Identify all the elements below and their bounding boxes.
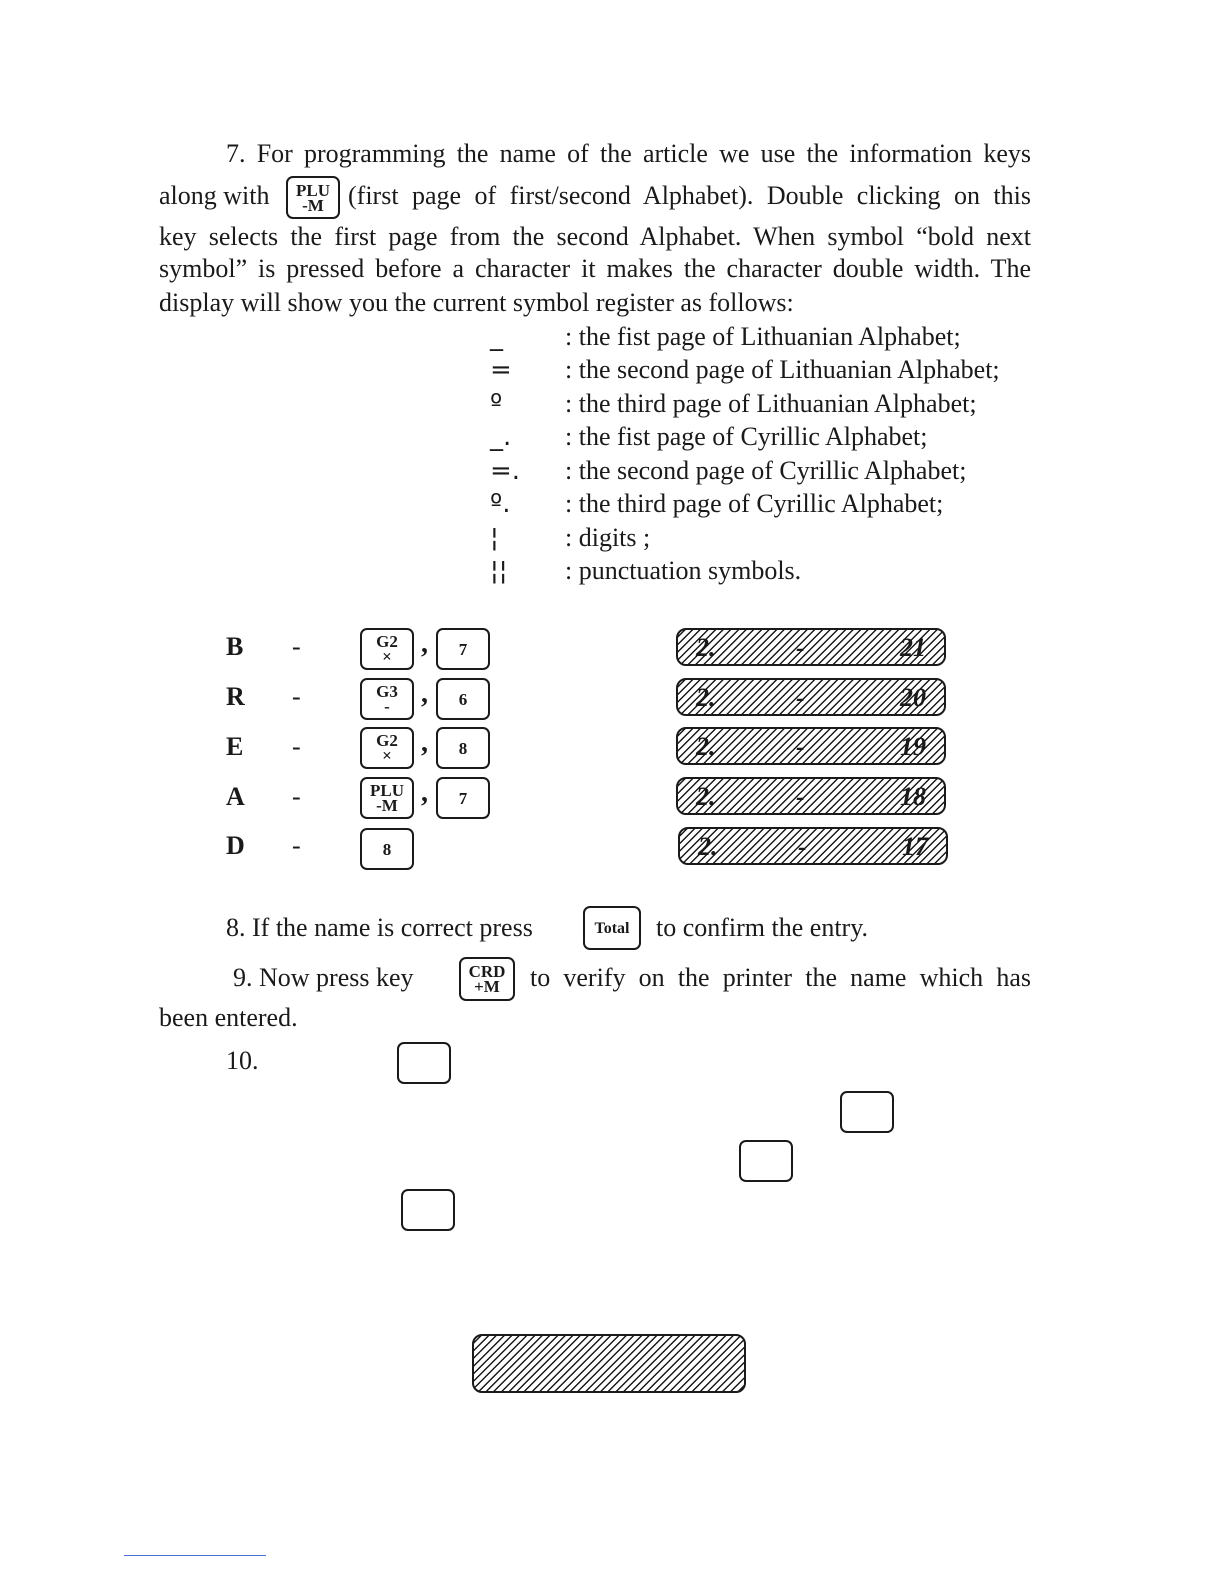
step7-line5: display will show you the current symbol register as follows: [159,288,794,317]
step7-line1: 7. For programming the name of the article we use the information keys [226,139,1031,168]
entry-dash: - [292,831,301,860]
plu-m-key-top: PLU [296,180,330,200]
total-key-label: Total [594,919,630,937]
display-left: 2. [696,683,716,712]
g2-key-top: G2 [376,632,398,651]
display-left: 2. [696,633,716,662]
entry-separator: , [421,777,428,808]
g2-key-top: G2 [376,731,398,750]
entry-dash: - [292,632,301,661]
crd-m-key-top: CRD [468,962,506,981]
display-mid: - [796,633,805,662]
digit-7-key [436,777,490,819]
entry-dash: - [292,682,301,711]
entry-letter: B [226,632,244,661]
display-mid: - [796,732,805,761]
plu-m-key [286,176,340,219]
digit-7-key-label: 7 [458,788,468,808]
display-left: 2. [698,832,718,861]
digit-7-key-label: 7 [458,639,468,659]
digit-7-key [436,628,490,670]
register-symbol: = [490,355,512,385]
register-description: : the second page of Lithuanian Alphabet; [565,355,1000,384]
entry-dash: - [292,732,301,761]
blank-key [401,1189,455,1231]
display-readout [676,628,946,666]
blank-key [739,1140,793,1182]
register-description: : the fist page of Cyrillic Alphabet; [565,422,928,451]
entry-separator: , [421,727,428,758]
blank-key [840,1091,894,1133]
digit-8-key [360,828,414,870]
display-left: 2. [696,732,716,761]
display-readout [676,777,946,815]
register-description: : punctuation symbols. [565,556,802,585]
register-description: : the third page of Cyrillic Alphabet; [565,489,944,518]
display-blank [472,1334,746,1393]
display-readout [676,727,946,765]
display-right: 18 [900,782,926,811]
entry-separator: , [421,678,428,709]
g3-key [360,678,414,720]
step7-line3: key selects the first page from the second Alphabet. When symbol “bold next [159,222,1031,251]
step9-line2: been entered. [159,1003,298,1032]
entry-dash: - [292,782,301,811]
g3-key-bottom: - [384,697,390,716]
entry-letter: R [226,682,245,711]
digit-6-key-label: 6 [458,689,468,709]
display-right: 21 [900,633,926,662]
register-symbol: ¦¦ [490,556,508,586]
step7-line2-after: (first page of first/second Alphabet). Double clicking on this [348,181,1031,210]
entry-letter: D [226,831,245,860]
footer-rule [124,1555,266,1556]
register-description: : the third page of Lithuanian Alphabet; [565,389,977,418]
crd-m-key [459,957,515,1001]
register-symbol: ¦ [490,523,499,553]
plu-m-key-bottom: -M [376,796,398,815]
step8-text-before: 8. If the name is correct press [226,913,533,942]
register-symbol: º [490,389,503,419]
plu-m-key-bottom: -M [302,195,324,215]
entry-letter: E [226,732,244,761]
display-left: 2. [696,782,716,811]
display-right: 17 [902,832,928,861]
g2-key-bottom: × [382,746,392,765]
step9-text-after: to verify on the printer the name which has [530,963,1031,992]
step7-line2-before: along with [159,181,270,210]
register-symbol: _ [490,322,503,352]
display-readout [676,678,946,716]
step7-line4: symbol” is pressed before a character it makes the character double width. The [159,254,1031,283]
display-right: 19 [900,732,926,761]
crd-m-key-bottom: +M [474,977,500,996]
digit-6-key [436,678,490,720]
register-description: : the fist page of Lithuanian Alphabet; [565,322,961,351]
digit-8-key-label: 8 [458,738,468,758]
display-right: 20 [900,683,926,712]
entry-letter: A [226,782,245,811]
register-symbol: =. [490,456,521,486]
display-mid: - [796,782,805,811]
plu-m-key [360,777,414,819]
register-symbol: º. [490,489,511,519]
step8-text-after: to confirm the entry. [656,913,869,942]
step10-label: 10. [226,1046,259,1075]
g2-key-bottom: × [382,647,392,666]
display-readout [678,827,948,865]
blank-key [397,1042,451,1084]
register-symbol: _. [490,422,512,452]
g2-key [360,628,414,670]
g3-key-top: G3 [376,682,398,701]
display-mid: - [796,683,805,712]
register-description: : the second page of Cyrillic Alphabet; [565,456,967,485]
g2-key [360,727,414,769]
total-key [583,906,641,950]
step9-text-before: 9. Now press key [233,963,414,992]
entry-separator: , [421,628,428,659]
digit-8-key [436,727,490,769]
register-description: : digits ; [565,523,651,552]
digit-8-key-label: 8 [382,839,392,859]
plu-m-key-top: PLU [370,781,404,800]
display-mid: - [798,832,807,861]
